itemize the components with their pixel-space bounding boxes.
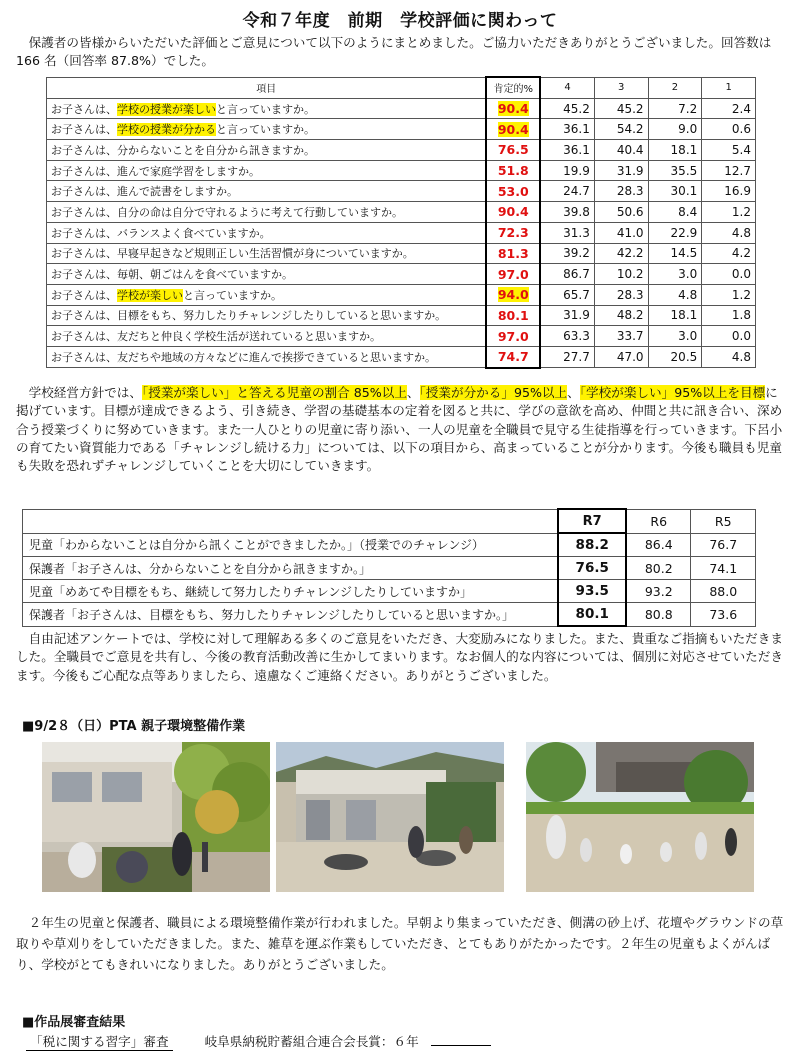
positive-pct: 81.3 bbox=[486, 243, 540, 264]
challenge-question: 児童「わからないことは自分から訊くことができましたか。」（授業でのチャレンジ） bbox=[23, 533, 559, 557]
rating-value: 28.3 bbox=[594, 284, 648, 305]
survey-table-header bbox=[47, 77, 756, 98]
rating-value: 5.4 bbox=[702, 140, 756, 161]
rating-value: 4.2 bbox=[702, 243, 756, 264]
survey-row bbox=[47, 140, 756, 161]
rating-value: 22.9 bbox=[648, 222, 702, 243]
goal-highlight-2: 「授業が分かる」95%以上 bbox=[419, 385, 568, 400]
photo-flowerbed bbox=[42, 742, 270, 892]
positive-pct: 72.3 bbox=[486, 222, 540, 243]
positive-pct: 76.5 bbox=[486, 140, 540, 161]
rating-value: 31.9 bbox=[540, 305, 594, 326]
header-4: 4 bbox=[540, 77, 594, 98]
question-highlight: 学校の授業が分かる bbox=[117, 123, 216, 137]
header-positive-pct: 肯定的% bbox=[486, 77, 540, 98]
pta-paragraph: ２年生の児童と保護者、職員による環境整備作業が行われました。早朝より集まっていただき、側溝の砂上げ、花壇やグラウンドの草取りや草刈りをしていただきました。また、雑草を運ぶ作業もしていただき、とてもありがたかったです。２年生の児童もよくがんばり、学校がとてもきれいになりました。ありがとうございました。 bbox=[16, 915, 784, 972]
survey-row bbox=[47, 181, 756, 202]
rating-value: 30.1 bbox=[648, 181, 702, 202]
challenge-table-header bbox=[23, 509, 756, 533]
header-r7: R7 bbox=[558, 509, 626, 533]
rating-value: 0.0 bbox=[702, 264, 756, 285]
survey-question: お子さんは、学校が楽しいと言っていますか。 bbox=[47, 284, 487, 305]
positive-pct: 90.4 bbox=[486, 202, 540, 223]
value-r7: 80.1 bbox=[558, 603, 626, 627]
survey-question: お子さんは、進んで読書をしますか。 bbox=[47, 181, 487, 202]
rating-value: 65.7 bbox=[540, 284, 594, 305]
header-r5: R5 bbox=[691, 509, 756, 533]
pta-heading: ■9/2８（日）PTA 親子環境整備作業 bbox=[22, 719, 246, 734]
rating-value: 45.2 bbox=[594, 98, 648, 119]
survey-row bbox=[47, 346, 756, 367]
rating-value: 1.2 bbox=[702, 202, 756, 223]
survey-question: お子さんは、自分の命は自分で守れるように考えて行動していますか。 bbox=[47, 202, 487, 223]
rating-value: 63.3 bbox=[540, 326, 594, 347]
rating-value: 4.8 bbox=[648, 284, 702, 305]
header-r6: R6 bbox=[626, 509, 691, 533]
survey-question: お子さんは、友だちや地域の方々などに進んで挨拶できていると思いますか。 bbox=[47, 346, 487, 367]
survey-row bbox=[47, 202, 756, 223]
value-r5: 74.1 bbox=[691, 557, 756, 580]
header-blank bbox=[23, 509, 559, 533]
rating-value: 8.4 bbox=[648, 202, 702, 223]
survey-row bbox=[47, 98, 756, 119]
award-prize: 岐阜県納税貯蓄組合連合会長賞：６年 bbox=[204, 1034, 419, 1049]
page-title: 令和７年度 前期 学校評価に関わって bbox=[242, 11, 558, 31]
award-heading: ■作品展審査結果 bbox=[22, 1015, 126, 1030]
rating-value: 54.2 bbox=[594, 119, 648, 140]
rating-value: 86.7 bbox=[540, 264, 594, 285]
value-r5: 88.0 bbox=[691, 580, 756, 603]
survey-row bbox=[47, 305, 756, 326]
positive-pct: 80.1 bbox=[486, 305, 540, 326]
header-2: 2 bbox=[648, 77, 702, 98]
value-r5: 76.7 bbox=[691, 533, 756, 557]
rating-value: 7.2 bbox=[648, 98, 702, 119]
survey-question: お子さんは、学校の授業が楽しいと言っていますか。 bbox=[47, 98, 487, 119]
positive-pct: 74.7 bbox=[486, 346, 540, 367]
rating-value: 2.4 bbox=[702, 98, 756, 119]
question-highlight: 学校が楽しい bbox=[117, 288, 183, 302]
value-r6: 86.4 bbox=[626, 533, 691, 557]
goal-highlight-3: 「学校が楽しい」95%以上を目標 bbox=[579, 385, 766, 400]
rating-value: 35.5 bbox=[648, 160, 702, 181]
rating-value: 1.8 bbox=[702, 305, 756, 326]
survey-question: お子さんは、分からないことを自分から訊きますか。 bbox=[47, 140, 487, 161]
survey-question: お子さんは、目標をもち、努力したりチャレンジしたりしていると思いますか。 bbox=[47, 305, 487, 326]
rating-value: 9.0 bbox=[648, 119, 702, 140]
rating-value: 36.1 bbox=[540, 140, 594, 161]
rating-value: 50.6 bbox=[594, 202, 648, 223]
challenge-row bbox=[23, 557, 756, 580]
challenge-table bbox=[22, 508, 756, 627]
survey-question: お子さんは、学校の授業が分かると言っていますか。 bbox=[47, 119, 487, 140]
challenge-question: 児童「めあてや目標をもち、継続して努力したりチャレンジしたりしていますか」 bbox=[23, 580, 559, 603]
survey-row bbox=[47, 119, 756, 140]
positive-pct: 90.4 bbox=[486, 98, 540, 119]
challenge-row bbox=[23, 580, 756, 603]
rating-value: 39.2 bbox=[540, 243, 594, 264]
value-r7: 88.2 bbox=[558, 533, 626, 557]
rating-value: 47.0 bbox=[594, 346, 648, 367]
value-r6: 80.2 bbox=[626, 557, 691, 580]
header-item: 項目 bbox=[47, 77, 487, 98]
rating-value: 19.9 bbox=[540, 160, 594, 181]
rating-value: 36.1 bbox=[540, 119, 594, 140]
rating-value: 28.3 bbox=[594, 181, 648, 202]
rating-value: 33.7 bbox=[594, 326, 648, 347]
rating-value: 18.1 bbox=[648, 305, 702, 326]
rating-value: 48.2 bbox=[594, 305, 648, 326]
positive-pct: 97.0 bbox=[486, 326, 540, 347]
value-r6: 93.2 bbox=[626, 580, 691, 603]
survey-table bbox=[46, 76, 756, 369]
survey-row bbox=[47, 326, 756, 347]
rating-value: 42.2 bbox=[594, 243, 648, 264]
survey-row bbox=[47, 160, 756, 181]
challenge-question: 保護者「お子さんは、分からないことを自分から訊きますか。」 bbox=[23, 557, 559, 580]
rating-value: 40.4 bbox=[594, 140, 648, 161]
value-r5: 73.6 bbox=[691, 603, 756, 627]
rating-value: 27.7 bbox=[540, 346, 594, 367]
value-r7: 76.5 bbox=[558, 557, 626, 580]
intro-paragraph: 保護者の皆様からいただいた評価とご意見について以下のようにまとめました。ご協力いただきありがとうございました。回答数は 166 名（回答率 87.8%）でした。 bbox=[16, 35, 772, 68]
rating-value: 16.9 bbox=[702, 181, 756, 202]
survey-row bbox=[47, 222, 756, 243]
rating-value: 20.5 bbox=[648, 346, 702, 367]
survey-question: お子さんは、バランスよく食べていますか。 bbox=[47, 222, 487, 243]
positive-pct: 51.8 bbox=[486, 160, 540, 181]
rating-value: 41.0 bbox=[594, 222, 648, 243]
challenge-row bbox=[23, 603, 756, 627]
rating-value: 18.1 bbox=[648, 140, 702, 161]
rating-value: 4.8 bbox=[702, 222, 756, 243]
rating-value: 0.6 bbox=[702, 119, 756, 140]
rating-value: 24.7 bbox=[540, 181, 594, 202]
value-r7: 93.5 bbox=[558, 580, 626, 603]
goal-highlight-1: 「授業が楽しい」と答える児童の割合 85%以上 bbox=[141, 385, 407, 400]
challenge-row bbox=[23, 533, 756, 557]
positive-pct: 90.4 bbox=[486, 119, 540, 140]
rating-value: 1.2 bbox=[702, 284, 756, 305]
question-highlight: 学校の授業が楽しい bbox=[117, 102, 216, 116]
rating-value: 3.0 bbox=[648, 326, 702, 347]
survey-row bbox=[47, 264, 756, 285]
rating-value: 4.8 bbox=[702, 346, 756, 367]
rating-value: 31.3 bbox=[540, 222, 594, 243]
survey-question: お子さんは、友だちと仲良く学校生活が送れていると思いますか。 bbox=[47, 326, 487, 347]
rating-value: 10.2 bbox=[594, 264, 648, 285]
photo-playground bbox=[526, 742, 754, 892]
rating-value: 31.9 bbox=[594, 160, 648, 181]
rating-value: 0.0 bbox=[702, 326, 756, 347]
survey-question: お子さんは、毎朝、朝ごはんを食べていますか。 bbox=[47, 264, 487, 285]
positive-pct: 94.0 bbox=[486, 284, 540, 305]
positive-pct: 53.0 bbox=[486, 181, 540, 202]
photo-wheelbarrows bbox=[276, 742, 504, 892]
rating-value: 12.7 bbox=[702, 160, 756, 181]
header-1: 1 bbox=[702, 77, 756, 98]
positive-pct: 97.0 bbox=[486, 264, 540, 285]
survey-question: お子さんは、早寝早起きなど規則正しい生活習慣が身についていますか。 bbox=[47, 243, 487, 264]
value-r6: 80.8 bbox=[626, 603, 691, 627]
award-line bbox=[26, 1031, 491, 1051]
rating-value: 39.8 bbox=[540, 202, 594, 223]
challenge-question: 保護者「お子さんは、目標をもち、努力したりチャレンジしたりしていると思いますか。」 bbox=[23, 603, 559, 627]
survey-row bbox=[47, 284, 756, 305]
rating-value: 14.5 bbox=[648, 243, 702, 264]
survey-question: お子さんは、進んで家庭学習をしますか。 bbox=[47, 160, 487, 181]
policy-paragraph: 学校経営方針では、「授業が楽しい」と答える児童の割合 85%以上、「授業が分かる」95%以上、「学校が楽しい」95%以上を目標に掲げています。目標が達成できるよう、引き続き、学習の基礎基本の定着を図ると共に、学びの意欲を高め、仲間と共に訊き合い、深め合う授業づくりに努めていきます。また一人ひとりの児童に寄り添い、一人の児童を全職員で見守る生徒指導を行っていきます。下呂小の育てたい資質能力である「チャレンジし続ける力」については、以下の項目から、高まっていることが分かります。今後も職員も児童も失敗を恐れずチャレンジしていくことを大切にしていきます。 bbox=[16, 385, 783, 474]
rating-value: 45.2 bbox=[540, 98, 594, 119]
freetext-paragraph: 自由記述アンケートでは、学校に対して理解ある多くのご意見をいただき、大変励みになりました。また、貴重なご指摘もいただきました。全職員でご意見を共有し、今後の教育活動改善に生かしてまいります。なお個人的な内容については、個別に対応させていただきます。今後もご心配な点等ありましたら、遠慮なくご連絡ください。ありがとうございました。 bbox=[16, 631, 783, 683]
header-3: 3 bbox=[594, 77, 648, 98]
award-category: 「税に関する習字」審査 bbox=[26, 1031, 173, 1051]
rating-value: 3.0 bbox=[648, 264, 702, 285]
survey-row bbox=[47, 243, 756, 264]
